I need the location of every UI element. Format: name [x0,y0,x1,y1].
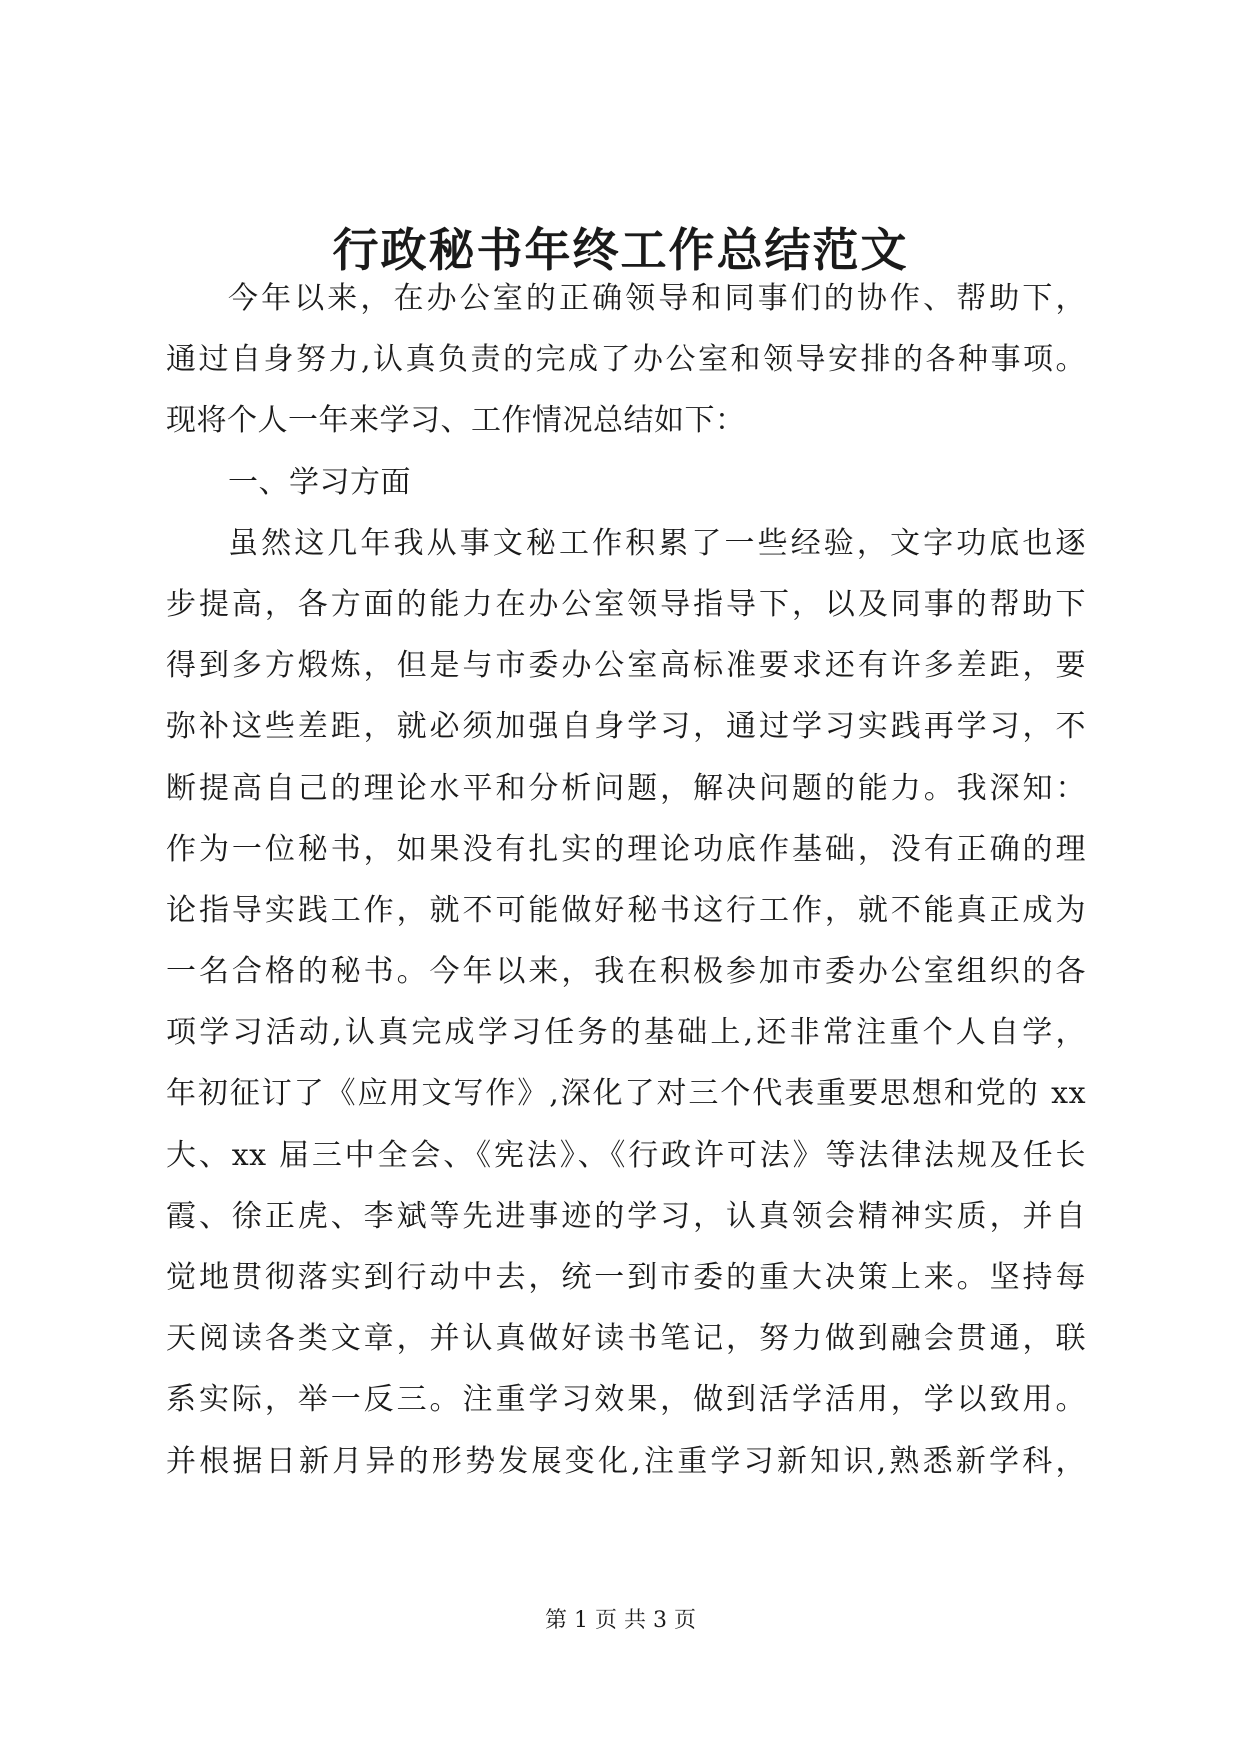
paragraph-line: 今年以来，在办公室的正确领导和同事们的协作、帮助下， [228,281,1086,316]
paragraph-line: 通过自身努力,认真负责的完成了办公室和领导安排的各种事项。 [166,342,1086,378]
paragraph-line: 作为一位秘书，如果没有扎实的理论功底作基础，没有正确的理 [166,831,1086,867]
paragraph-line: 现将个人一年来学习、工作情况总结如下： [166,403,746,439]
paragraph-line: 论指导实践工作，就不可能做好秘书这行工作，就不能真正成为 [166,892,1086,928]
paragraph-line: 项学习活动,认真完成学习任务的基础上,还非常注重个人自学， [166,1015,1086,1051]
paragraph-line: 一名合格的秘书。今年以来，我在积极参加市委办公室组织的各 [166,954,1086,990]
paragraph-line: 步提高，各方面的能力在办公室领导指导下，以及同事的帮助下 [166,586,1086,622]
paragraph-line: 觉地贯彻落实到行动中去，统一到市委的重大决策上来。坚持每 [166,1260,1086,1295]
page-footer: 第 1 页 共 3 页 [545,1608,696,1633]
paragraph-line: 一、学习方面 [228,464,411,500]
paragraph-line: 并根据日新月异的形势发展变化,注重学习新知识,熟悉新学科， [166,1443,1086,1479]
paragraph-line: 大、xx 届三中全会、《宪法》、《行政许可法》等法律法规及任长 [166,1137,1086,1173]
document-body [166,268,1086,1492]
paragraph-line: 虽然这几年我从事文秘工作积累了一些经验，文字功底也逐 [228,525,1086,561]
paragraph-line: 天阅读各类文章，并认真做好读书笔记，努力做到融会贯通，联 [166,1321,1086,1357]
paragraph-line: 得到多方煅炼，但是与市委办公室高标准要求还有许多差距，要 [166,648,1086,684]
paragraph-line: 断提高自己的理论水平和分析问题，解决问题的能力。我深知： [166,770,1086,806]
paragraph-line: 系实际，举一反三。注重学习效果，做到活学活用，学以致用。 [166,1382,1086,1418]
paragraph-line: 霞、徐正虎、李斌等先进事迹的学习，认真领会精神实质，并自 [166,1198,1086,1234]
paragraph-line: 年初征订了《应用文写作》,深化了对三个代表重要思想和党的 xx [166,1076,1086,1112]
document-title: 行政秘书年终工作总结范文 [332,223,909,277]
paragraph-line: 弥补这些差距，就必须加强自身学习，通过学习实践再学习，不 [166,709,1086,745]
